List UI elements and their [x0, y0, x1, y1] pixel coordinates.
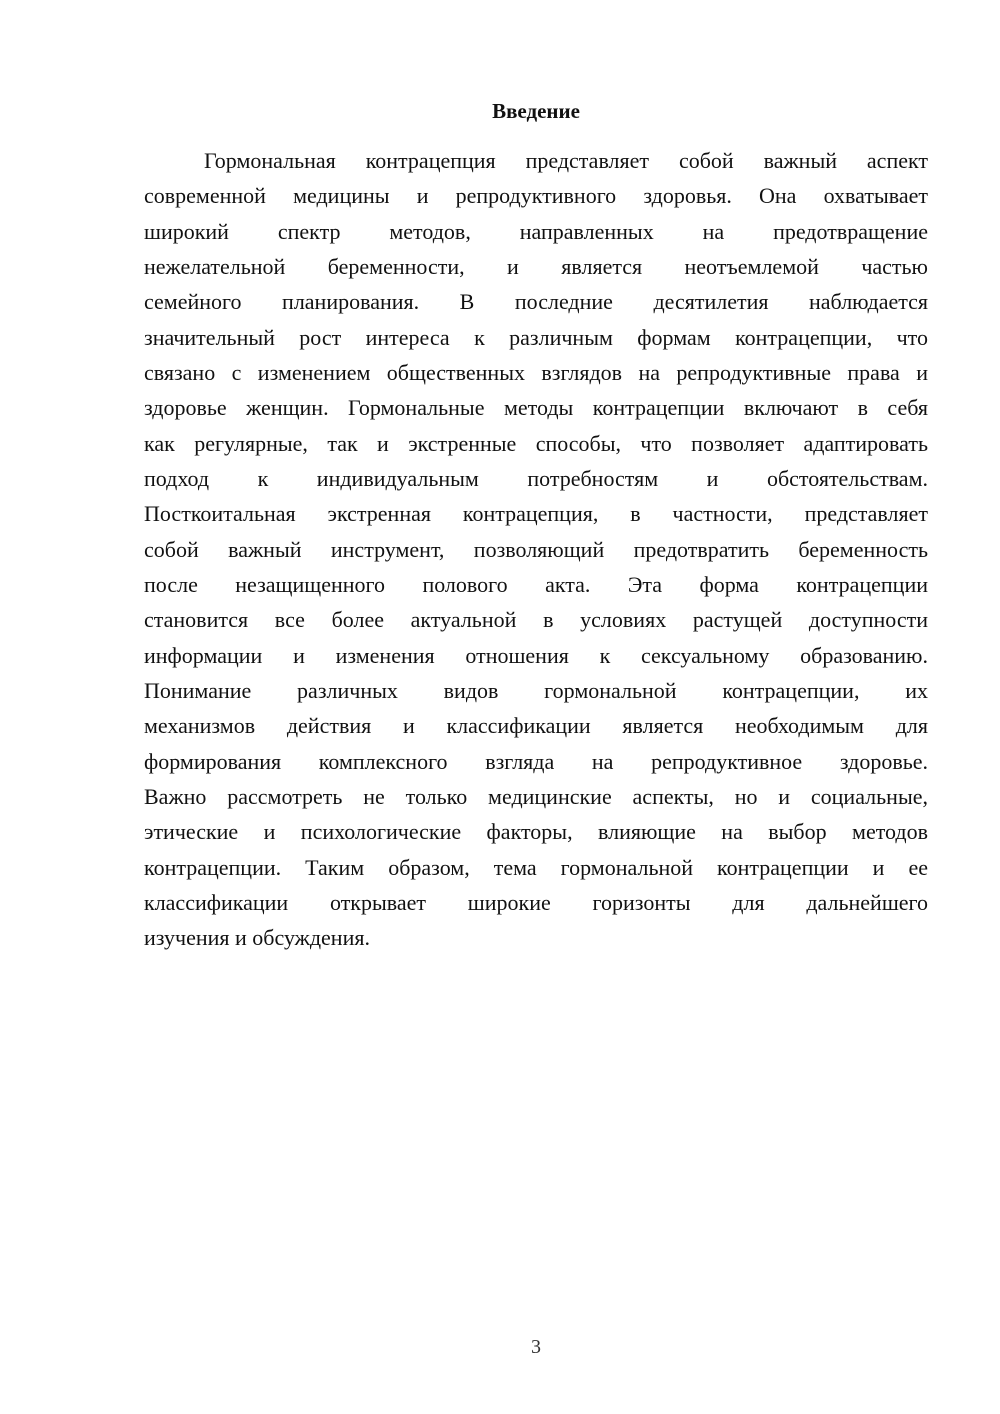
- paragraph-line: подход к индивидуальным потребностям и обстоятельствам.: [144, 465, 928, 491]
- body-paragraph: [144, 143, 928, 956]
- paragraph-line: Гормональная контрацепция представляет собой важный аспект: [204, 148, 928, 173]
- paragraph-line: контрацепции. Таким образом, тема гормональной контрацепции и ее: [144, 854, 928, 880]
- paragraph-line: этические и психологические факторы, влияющие на выбор методов: [144, 819, 928, 845]
- paragraph-line: значительный рост интереса к различным формам контрацепции, что: [144, 324, 928, 350]
- section-title: Введение: [492, 99, 580, 123]
- paragraph-line: информации и изменения отношения к сексуальному образованию.: [144, 642, 928, 668]
- paragraph-line: после незащищенного полового акта. Эта форма контрацепции: [144, 571, 928, 597]
- page-number: 3: [531, 1336, 541, 1358]
- paragraph-line: Важно рассмотреть не только медицинские аспекты, но и социальные,: [144, 783, 928, 809]
- paragraph-line: изучения и обсуждения.: [144, 925, 370, 951]
- paragraph-line: механизмов действия и классификации является необходимым для: [144, 713, 928, 739]
- paragraph-line: становится все более актуальной в условиях растущей доступности: [144, 607, 928, 633]
- paragraph-line: нежелательной беременности, и является неотъемлемой частью: [144, 253, 928, 279]
- paragraph-line: собой важный инструмент, позволяющий предотвратить беременность: [144, 536, 928, 562]
- paragraph-line: широкий спектр методов, направленных на предотвращение: [144, 218, 928, 244]
- paragraph-line: современной медицины и репродуктивного здоровья. Она охватывает: [144, 183, 928, 209]
- paragraph-line: классификации открывает широкие горизонты для дальнейшего: [144, 889, 928, 915]
- paragraph-line: как регулярные, так и экстренные способы, что позволяет адаптировать: [144, 430, 928, 456]
- paragraph-line: формирования комплексного взгляда на репродуктивное здоровье.: [144, 748, 928, 774]
- paragraph-line: здоровье женщин. Гормональные методы контрацепции включают в себя: [144, 395, 928, 421]
- paragraph-line: связано с изменением общественных взглядов на репродуктивные права и: [144, 359, 928, 385]
- paragraph-line: Понимание различных видов гормональной контрацепции, их: [144, 677, 928, 703]
- paragraph-line: Посткоитальная экстренная контрацепция, в частности, представляет: [144, 501, 928, 527]
- paragraph-line: семейного планирования. В последние десятилетия наблюдается: [144, 289, 928, 315]
